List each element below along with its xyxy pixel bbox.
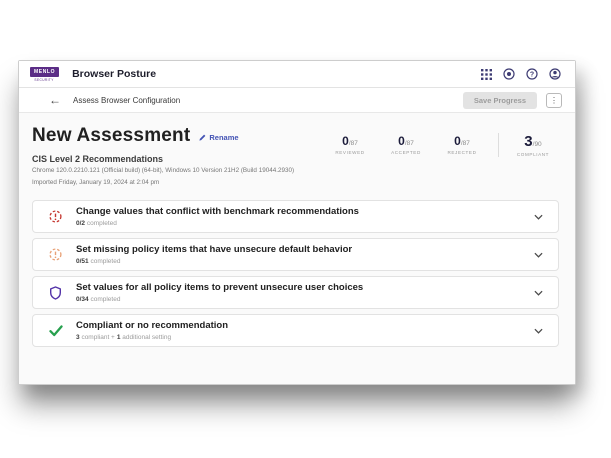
stats-divider (498, 133, 499, 157)
section-text (76, 320, 534, 340)
sub-header (19, 88, 575, 113)
benchmark-subtitle: CIS Level 2 Recommendations (32, 154, 164, 164)
stat-reviewed: 0/87 REVIEWED (335, 133, 365, 156)
section-missing-policies[interactable] (32, 238, 559, 271)
stat-rejected: 0/87 REJECTED (447, 133, 477, 156)
chevron-down-icon[interactable] (534, 214, 543, 220)
svg-text:?: ? (529, 71, 535, 79)
section-compliant[interactable] (32, 314, 559, 347)
section-title: Set missing policy items that have unsecure default behavior (76, 244, 353, 256)
section-title: Compliant or no recommendation (76, 320, 229, 332)
section-conflicting-values[interactable] (32, 200, 559, 233)
section-text (76, 206, 534, 226)
title-block (32, 125, 316, 187)
stat-accepted: 0/87 ACCEPTED (391, 133, 421, 156)
conflict-alert-icon (49, 210, 63, 223)
section-text (76, 282, 534, 302)
import-meta: Imported Friday, January 19, 2024 at 2:04 pm (32, 178, 160, 186)
chevron-down-icon[interactable] (534, 252, 543, 258)
page-title: New Assessment (32, 125, 191, 146)
menlo-logo-text: MENLO (30, 67, 59, 77)
section-list (32, 200, 559, 347)
section-unsecure-user-choices[interactable] (32, 276, 559, 309)
section-progress: 0/2 completed (76, 219, 117, 227)
section-text (76, 244, 534, 264)
app-window (18, 60, 576, 385)
missing-alert-icon (49, 248, 63, 261)
account-icon[interactable] (549, 68, 561, 80)
top-bar (19, 61, 575, 88)
chevron-down-icon[interactable] (534, 290, 543, 296)
stat-compliant: 3/90 COMPLIANT (516, 132, 550, 157)
target-icon[interactable] (503, 68, 515, 80)
back-arrow-icon[interactable]: ← (49, 93, 61, 107)
section-title: Set values for all policy items to prevent unsecure user choices (76, 282, 364, 294)
rename-label: Rename (209, 133, 239, 142)
section-title: Change values that conflict with benchmark recommendations (76, 206, 359, 218)
shield-icon (49, 286, 63, 300)
assessment-header (32, 125, 559, 187)
help-icon[interactable] (526, 68, 538, 80)
rename-button[interactable] (199, 133, 238, 142)
chevron-down-icon[interactable] (534, 328, 543, 334)
check-icon (49, 325, 63, 337)
topbar-icons (480, 68, 561, 80)
section-progress: 3 compliant + 1 additional setting (76, 333, 172, 341)
section-progress: 0/51 completed (76, 257, 121, 265)
menlo-logo-subtext: SECURITY (34, 77, 55, 82)
stats-row (316, 133, 555, 157)
breadcrumb: Assess Browser Configuration (73, 95, 181, 105)
content-area (19, 113, 575, 384)
save-progress-button[interactable]: Save Progress (463, 92, 537, 109)
browser-meta: Chrome 120.0.2210.121 (Official build) (64-bit), Windows 10 Version 21H2 (Build 19044.2930) (32, 167, 295, 174)
pencil-icon (199, 134, 206, 141)
overflow-menu-button[interactable]: ⋮ (546, 93, 562, 108)
menlo-logo (30, 67, 59, 82)
section-progress: 0/34 completed (76, 295, 121, 303)
apps-grid-icon[interactable] (480, 68, 492, 80)
app-title: Browser Posture (72, 68, 157, 80)
